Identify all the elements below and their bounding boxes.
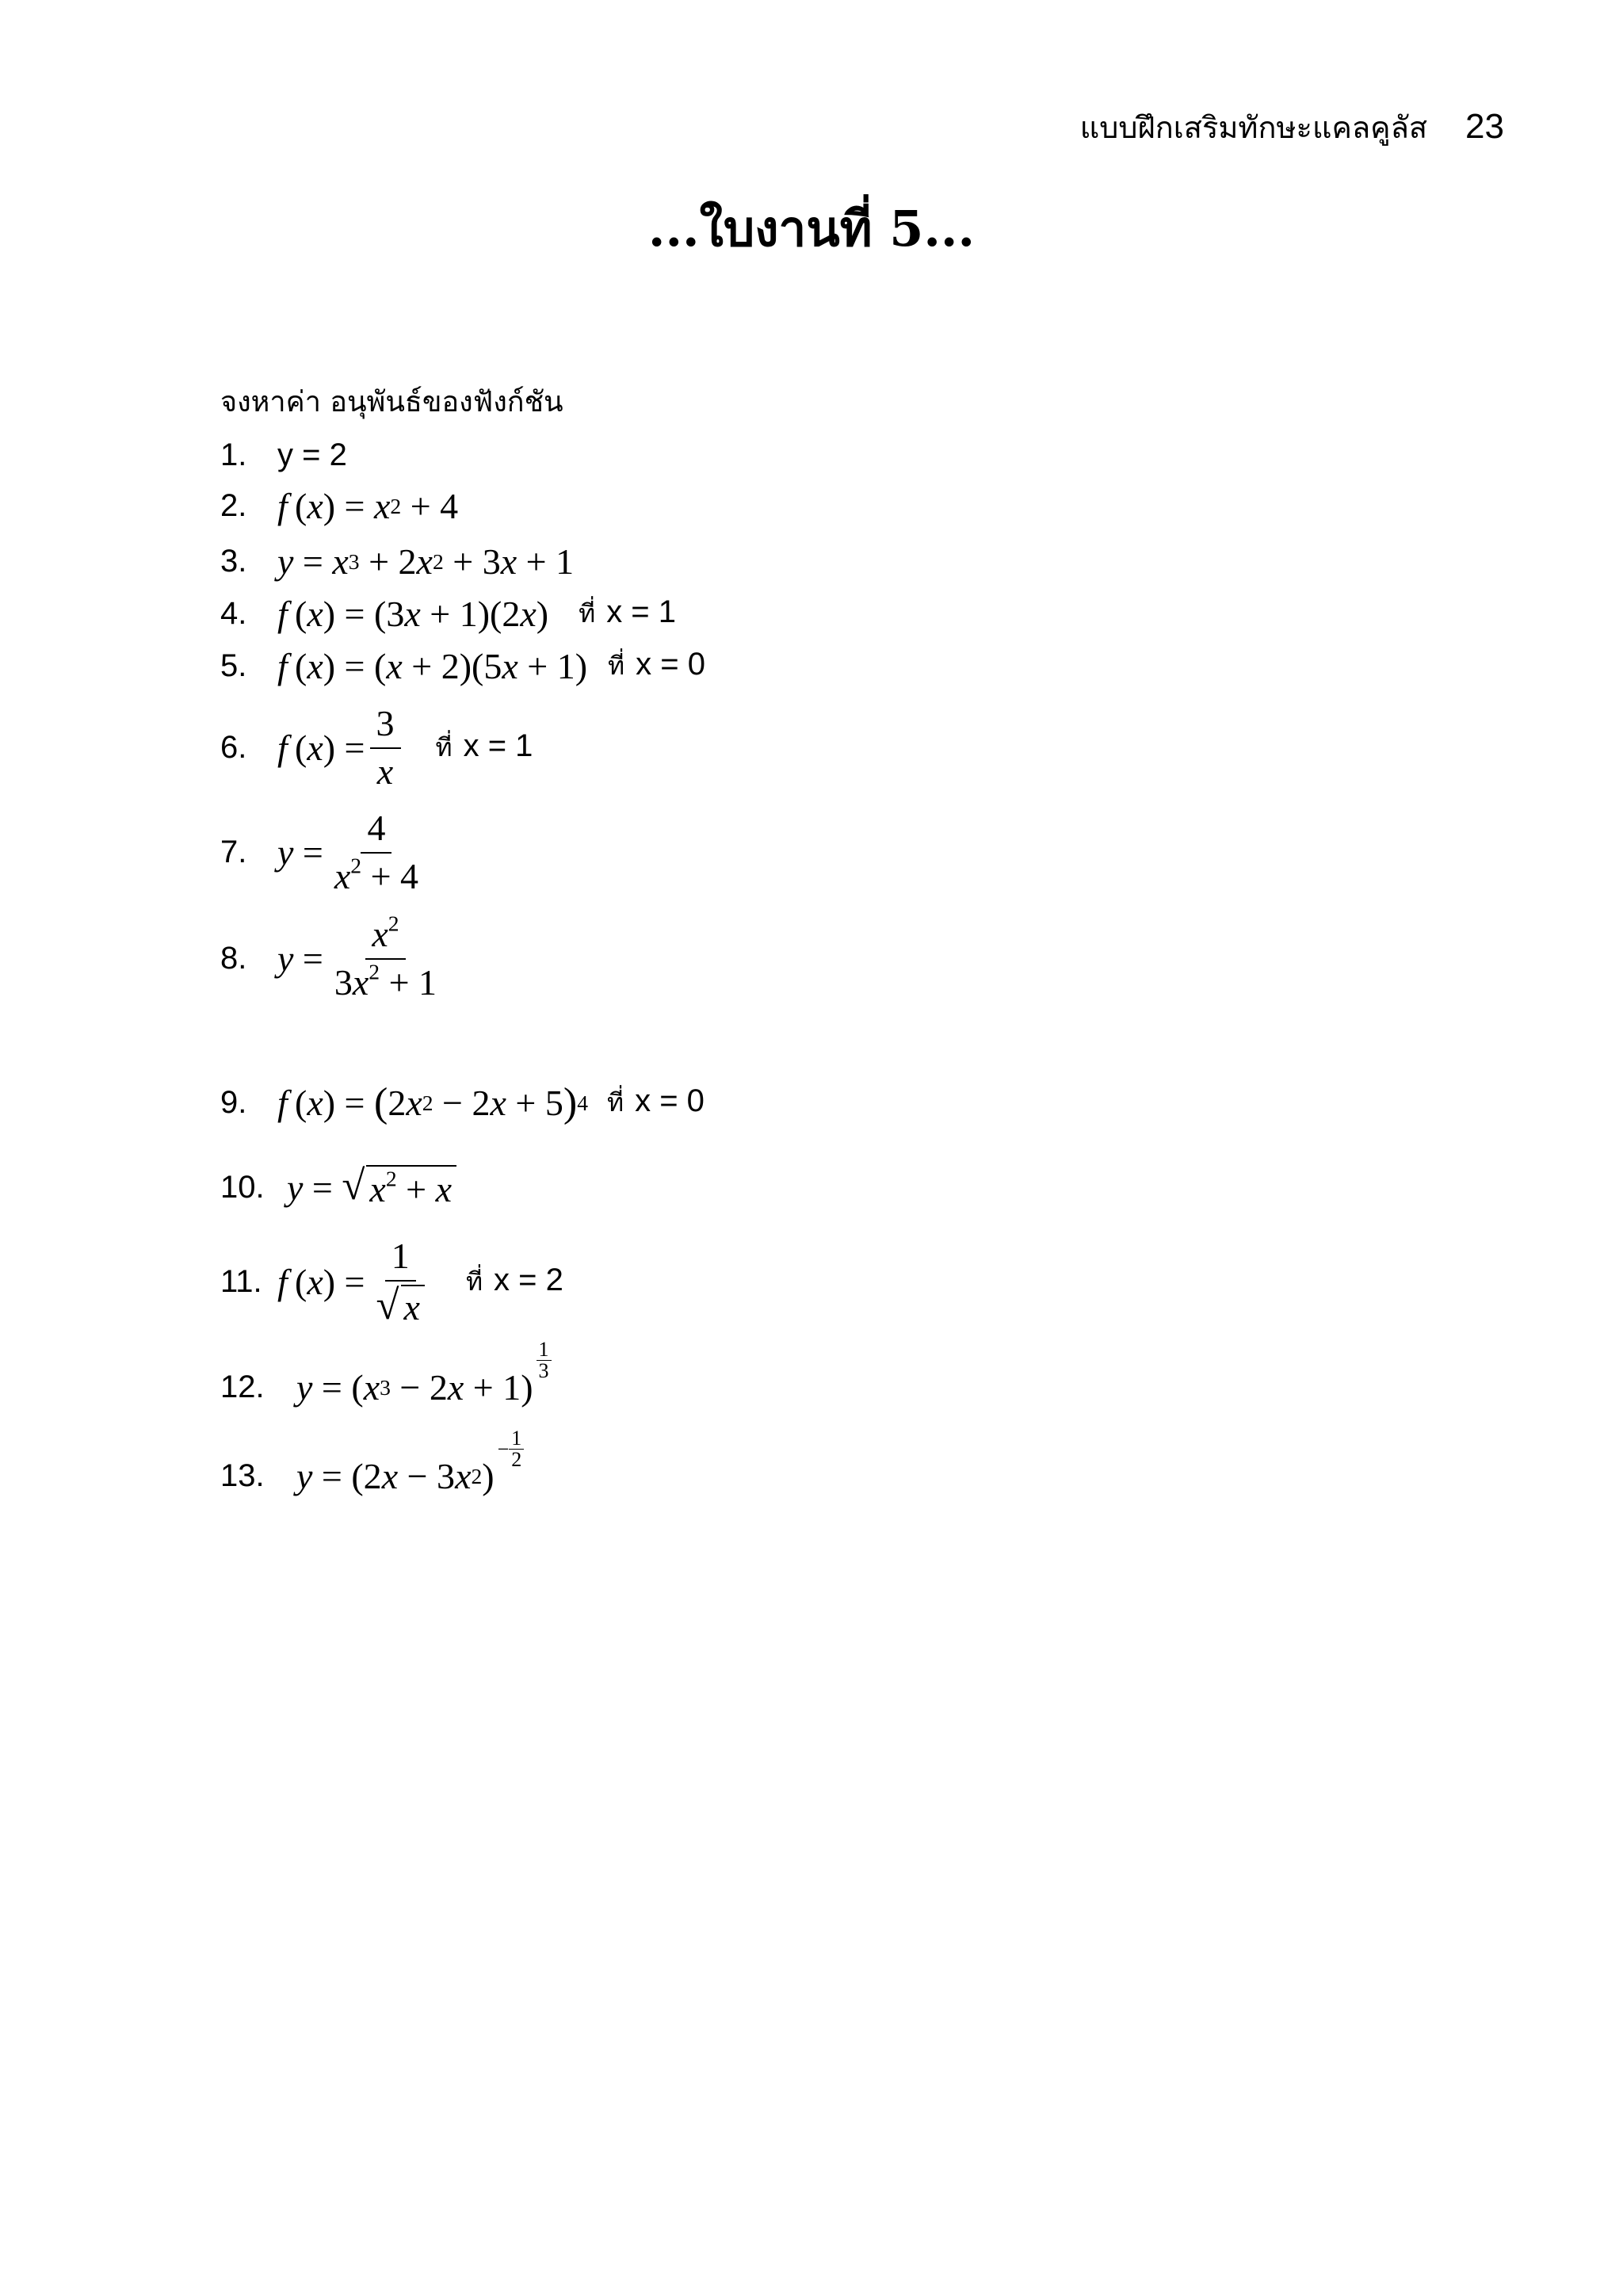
problem-number: 2. [220, 488, 247, 523]
condition-word: ที่ [579, 598, 596, 628]
evaluation-condition [579, 594, 676, 634]
condition-value: x = 0 [635, 1083, 705, 1118]
problem-13 [220, 1427, 524, 1497]
math-expression: y = (2 x − 3 x 2 ) − $\frac{1}{2}$ [296, 1455, 524, 1497]
math-expression: y = x 3 + 2 x 2 + 3 x + 1 [277, 541, 575, 582]
math-expression: f ( x ) = $\frac{3}{x}$ [277, 704, 406, 792]
problem-number: 12. [220, 1370, 265, 1404]
problem-12 [220, 1338, 552, 1408]
problem-number: 9. [220, 1085, 247, 1120]
worksheet-title: ...ใบงานที่ 5... [647, 200, 976, 258]
condition-value: x = 1 [463, 728, 533, 764]
problem-number: 13. [220, 1458, 265, 1493]
problem-6 [220, 704, 533, 792]
running-header [1080, 103, 1504, 151]
condition-value: x = 1 [606, 594, 677, 629]
problem-number: 1. [220, 437, 247, 472]
condition-value: x = 2 [494, 1263, 563, 1298]
fraction: $\frac{x^2}{3x^2 + 1}$ [334, 911, 437, 1003]
condition-word: ที่ [607, 1087, 624, 1117]
math-expression: f ( x ) = ( x + 2)(5 x + 1) [277, 646, 588, 686]
math-expression: f ( x ) = ( 2 x 2 − 2 x + 5 ) 4 [277, 1080, 588, 1125]
condition-word: ที่ [435, 732, 453, 763]
problem-number: 6. [220, 730, 247, 766]
problem-number: 10. [220, 1170, 265, 1205]
evaluation-condition [436, 728, 533, 768]
problem-2 [220, 485, 458, 527]
evaluation-condition [608, 646, 705, 686]
instruction-text: จงหาค่า อนุพันธ์ของฟังก์ชัน [220, 386, 563, 418]
problem-3 [220, 541, 574, 583]
exponent-fraction: 1 3 [537, 1339, 552, 1381]
problem-number: 8. [220, 941, 247, 976]
condition-word: ที่ [608, 651, 625, 681]
problem-number: 3. [220, 544, 247, 579]
problem-8 [220, 911, 448, 1003]
problem-number: 11. [220, 1264, 262, 1300]
problem-4 [220, 593, 676, 635]
problem-9 [220, 1079, 705, 1126]
condition-value: x = 0 [636, 647, 705, 682]
math-expression: f ( x ) = 1 √ x [277, 1236, 436, 1328]
fraction: $\frac{4}{x^2 + 4}$ [334, 808, 419, 896]
problem-5 [220, 645, 705, 687]
problem-7 [220, 808, 430, 896]
fraction: $\frac{3}{x}$ [370, 704, 401, 792]
problem-expression: y = 2 [277, 437, 347, 472]
exponent-fraction: $\frac{1}{2}$ [509, 1428, 524, 1470]
evaluation-condition [607, 1083, 705, 1123]
page-number: 23 [1465, 107, 1504, 146]
condition-word: ที่ [465, 1266, 483, 1297]
square-root: √ $x^2 + x$ [342, 1165, 456, 1210]
math-expression: f ( x ) = (3 x + 1)(2 x ) [277, 594, 549, 634]
problem-number: 4. [220, 596, 247, 631]
problem-10 [220, 1165, 456, 1210]
math-expression: y = ( x 3 − 2 x + 1) 1 3 [296, 1366, 552, 1408]
problem-number: 5. [220, 648, 247, 683]
math-expression: f ( x ) = x 2 + 4 [277, 486, 459, 526]
problem-number: 7. [220, 835, 247, 870]
math-expression: y = √ $x^2 + x$ [287, 1165, 456, 1210]
math-expression: y = $\frac{4}{x^2 + 4}$ [277, 808, 430, 896]
evaluation-condition [466, 1262, 563, 1302]
problem-11 [220, 1236, 563, 1328]
book-title: แบบฝึกเสริมทักษะแคลคูลัส [1079, 110, 1428, 145]
problem-1 [220, 437, 347, 473]
fraction: 1 √ x [370, 1236, 431, 1328]
math-expression: y = $\frac{x^2}{3x^2 + 1}$ [277, 915, 448, 1003]
